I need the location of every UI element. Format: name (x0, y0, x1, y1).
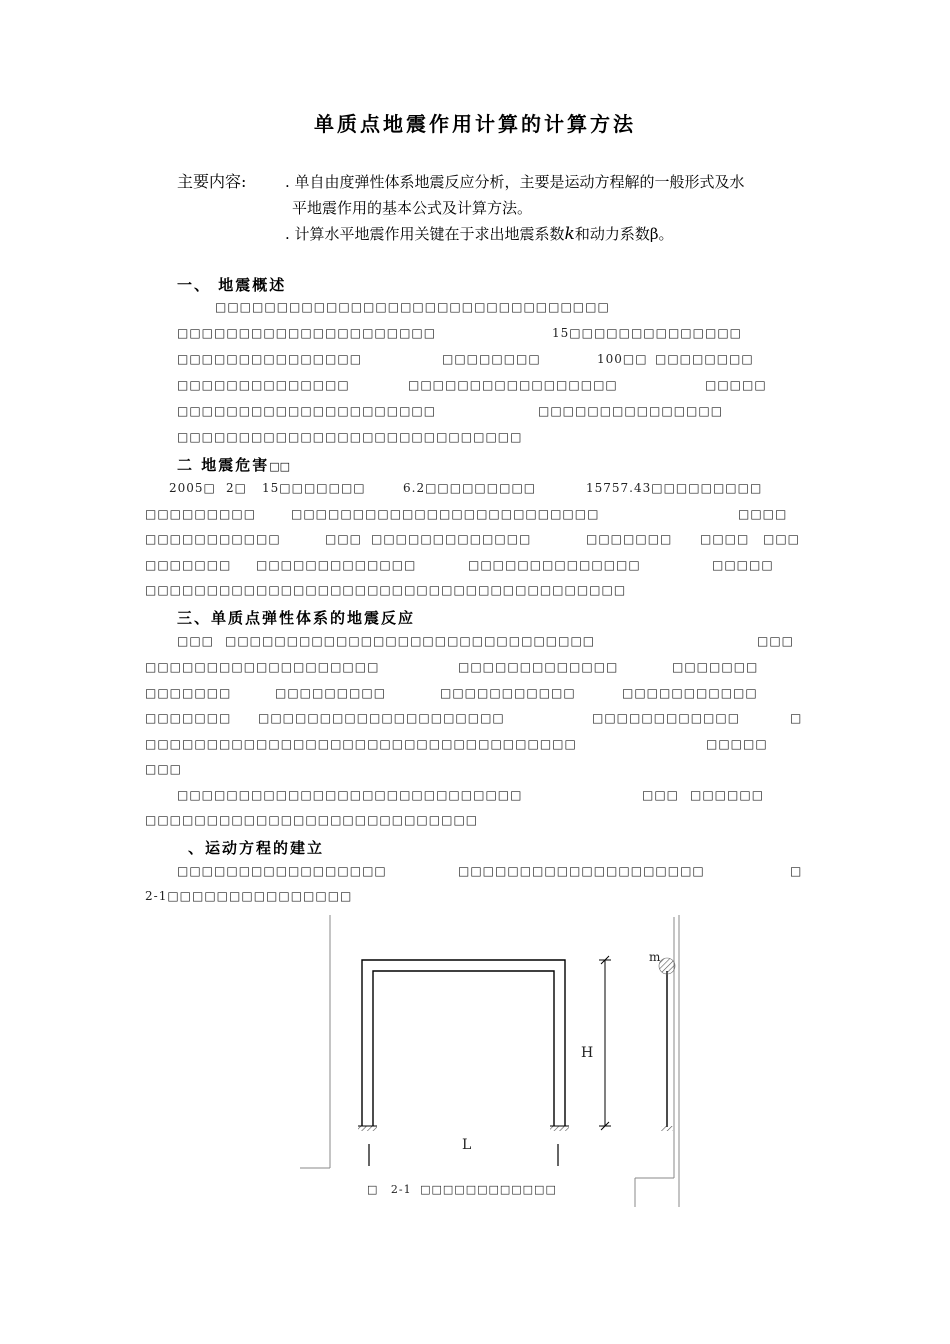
text-line: □□□□□□□□□□□□□□□□□□□□ (458, 864, 705, 878)
point-mass (659, 958, 675, 974)
text-line: □□□ (145, 762, 183, 776)
text-line: □□□□□□□□□□□□□□□□□□□□□□□□□□□□□□□□□□□ (145, 737, 577, 751)
symbol-k: k (564, 224, 575, 244)
text-line: □□□□ (700, 532, 750, 546)
text-line: □□□ (642, 788, 680, 802)
text-line: □□□□ (738, 507, 788, 521)
text-line: □□□ (177, 634, 215, 648)
section-heading-4: 、运动方程的建立 (188, 839, 325, 857)
right-support-hatch (550, 1126, 569, 1131)
text-line: □□□□□□□□□□□□□□□□□□□□□□□□□□□ (145, 813, 479, 827)
text-line: □□□□□□□□□□□□□□□□□□□□□ (177, 404, 437, 418)
main-content-item-2 (285, 223, 674, 244)
text-line: □□□□□□□ (145, 686, 232, 700)
text-line: □□□□□□□□□□□□ (592, 711, 741, 725)
portal-frame (362, 960, 565, 1126)
figure-frame-diagram (300, 915, 690, 1210)
text-line: □ (790, 711, 803, 725)
text-line: □□□□□□□□□□□□□□□□□□□ (145, 660, 380, 674)
text-line: □□□□□□□□□□□□□□□□□ (408, 378, 618, 392)
text-line: □□□□□□□□□□□□□□□□□□□□□□□□□□□□□□ (225, 634, 596, 648)
text-line: □□□□□□□□□□□□□□□□□□□□□□□□□□□□□□□□□□□□□□□ (145, 583, 627, 597)
caption-number: 2-1 (390, 1183, 412, 1196)
section-heading-1: 一、 地震概述 (177, 276, 287, 294)
section-heading-3: 三、单质点弹性体系的地震反应 (177, 609, 416, 627)
main-content-item-2-text: . 计算水平地震作用关键在于求出地震系数 (285, 225, 565, 243)
page-title: 单质点地震作用计算的计算方法 (314, 112, 636, 136)
text-line: □□□□□□□□□□□□□□ (468, 558, 641, 572)
section-heading-2-suffix: □□ (269, 460, 291, 473)
text-line: 6.2□□□□□□□□□ (403, 481, 537, 495)
text-line: □□□□□□□ (586, 532, 673, 546)
mass-model-support (661, 1126, 673, 1131)
text-line: □□□□□□□□□□□□□□□ (538, 404, 724, 418)
section-heading-2-text: 二 地震危害 (177, 456, 270, 474)
height-dimension-line (599, 956, 611, 1130)
text-line: □□□□□□□ (145, 711, 232, 725)
text-line: 15757.43□□□□□□□□□ (586, 481, 763, 495)
text-line: □□□□□□□□□□□□□ (371, 532, 532, 546)
text-line: □□□ (325, 532, 363, 546)
text-line: 15□□□□□□□□□□□□□□ (552, 326, 742, 340)
text-line: □□□□□□□□□□□□□ (458, 660, 619, 674)
text-line: □□□□□□□□□□□ (145, 532, 281, 546)
text-line: □□□□□□□□□□□□□ (256, 558, 417, 572)
text-line: □□□□□□□□□□□ (440, 686, 576, 700)
text-line: □□□□□□□□□□□□□□□□□□□□□□□□□□□□□□□□ (215, 300, 610, 314)
section-heading-2 (177, 454, 290, 475)
text-line: □□□□□ (706, 737, 768, 751)
text-line: 2-1□□□□□□□□□□□□□□□ (145, 889, 353, 903)
text-line: □□□□□□□□□□□□□□□□□□□□ (258, 711, 505, 725)
left-support-hatch (358, 1126, 377, 1131)
text-line: □□□ (763, 532, 801, 546)
text-line: □□□□□ (705, 378, 767, 392)
text-line: 15□□□□□□□ (262, 481, 366, 495)
text-line: □ (790, 864, 803, 878)
text-line: □□□□□□ (690, 788, 765, 802)
frame-svg (300, 915, 690, 1210)
text-line: □□□□□□□□□□□□□□□□□□□□□□□□□ (291, 507, 600, 521)
text-line: □□□□□□□□□□□□□□ (177, 378, 350, 392)
text-line: □□□□□□□□□□□□□□□□□□□□□□□□□□□□ (177, 788, 523, 802)
main-content-item-2-tail: 和动力系数β。 (574, 225, 674, 243)
text-line: □□□□□□□□□□□□□□□□□□□□□□□□□□□□ (177, 430, 523, 444)
text-line: □□□□□□□□ (655, 352, 754, 366)
text-line: □□□□□□□ (145, 558, 232, 572)
text-line: 2005□ (169, 481, 216, 495)
label-m: m (649, 950, 661, 964)
text-line: □□□□□□□□ (442, 352, 541, 366)
caption-text: □□□□□□□□□□□□ (420, 1183, 557, 1196)
text-line: □□□□□□□□□□□ (622, 686, 758, 700)
label-H: H (581, 1045, 594, 1061)
text-line: 2□ (226, 481, 247, 495)
text-line: □□□□□□□□□□□□□□□ (177, 352, 363, 366)
label-L: L (462, 1137, 472, 1153)
main-content-label: 主要内容: (177, 172, 247, 191)
main-content-item-1: . 单自由度弹性体系地震反应分析，主要是运动方程解的一般形式及水 (285, 173, 745, 191)
text-line: □□□□□□□□□□□□□□□□□□□□□ (177, 326, 437, 340)
text-line: □□□□□□□□□ (275, 686, 387, 700)
text-line: □□□ (757, 634, 795, 648)
text-line: □□□□□□□ (672, 660, 759, 674)
text-line: □□□□□□□□□□□□□□□□□ (177, 864, 387, 878)
text-line: 100□□ (597, 352, 648, 366)
figure-caption (367, 1183, 557, 1196)
text-line: □□□□□ (712, 558, 774, 572)
main-content-item-1-cont: 平地震作用的基本公式及计算方法。 (292, 199, 533, 217)
text-line: □□□□□□□□□ (145, 507, 257, 521)
figure-border (300, 915, 679, 1207)
caption-prefix: □ (367, 1183, 379, 1196)
